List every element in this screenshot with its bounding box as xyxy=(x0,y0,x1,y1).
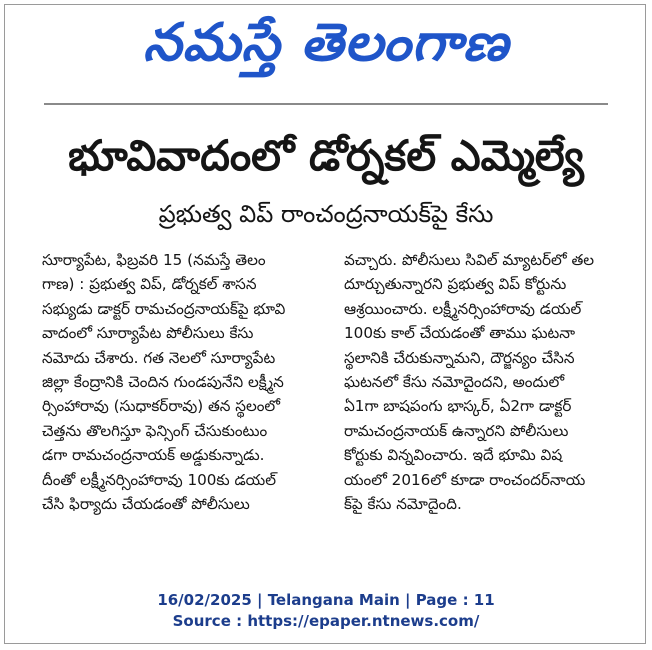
newspaper-masthead: నమస్తే తెలంగాణ xyxy=(142,13,510,73)
article-line: జిల్లా కేంద్రానికి చెందిన గుండపునేని లక్ష్మీన xyxy=(42,372,284,391)
article-headline: భూవివాదంలో డోర్నకల్ ఎమ్మెల్యే xyxy=(68,131,584,180)
article-line: ఘటనలో కేసు నమోదైందని, అందులో xyxy=(344,372,565,391)
article-line: క్‌పై కేసు నమోదైంది. xyxy=(344,494,462,513)
publication-info: 16/02/2025 | Telangana Main | Page : 11 xyxy=(157,591,495,609)
article-line: కోర్టుకు విన్నవించారు. ఇదే భూమి విష xyxy=(344,446,563,465)
article-line: యంలో 2016లో కూడా రాంచందర్‌నాయ xyxy=(344,470,586,489)
article-line: రామచంద్రనాయక్ ఉన్నారని పోలీసులు xyxy=(344,421,569,440)
article-line: డగా రామచంద్రనాయక్ అడ్డుకున్నాడు. xyxy=(42,446,265,465)
article-line: ఆశ్రయించారు. లక్ష్మీనర్సింహారావు డయల్ xyxy=(344,299,582,318)
article-line: గాణ) : ప్రభుత్వ విప్, డోర్నకల్ శాసన xyxy=(42,275,257,294)
article-line: నమోదు చేశారు. గత నెలలో సూర్యాపేట xyxy=(42,348,276,367)
article-line: ఏ1గా బాషపంగు భాస్కర్, ఏ2గా డాక్టర్ xyxy=(344,397,572,416)
article-line: వచ్చారు. పోలీసులు సివిల్ మ్యాటర్‌లో తల xyxy=(344,251,595,269)
article-line: ర్సింహారావు (సుధాకర్‌రావు) తన స్థలంలో xyxy=(42,397,281,416)
article-column-left xyxy=(42,248,312,516)
article-line: చెత్తను తొలగిస్తూ ఫెన్సింగ్ చేసుకుంటుం xyxy=(42,421,268,440)
article-line: సభ్యుడు డాక్టర్ రామచంద్రనాయక్‌పై భూవి xyxy=(42,299,286,318)
article-line: 100కు కాల్ చేయడంతో తాము ఘటనా xyxy=(344,324,576,343)
article-line: సూర్యాపేట, ఫిబ్రవరి 15 (నమస్తే తెలం xyxy=(42,251,266,269)
article-line: దీంతో లక్ష్మీనర్సింహారావు 100కు డయల్ xyxy=(42,470,276,489)
article-column-right xyxy=(344,248,616,516)
masthead-divider xyxy=(44,103,608,105)
article-line: చేసి ఫిర్యాదు చేయడంతో పోలీసులు xyxy=(42,494,250,513)
source-info: Source : https://epaper.ntnews.com/ xyxy=(172,612,480,630)
article-line: దూర్చుతున్నారని ప్రభుత్వ విప్ కోర్టును xyxy=(344,275,567,294)
article-subheadline: ప్రభుత్వ విప్ రాంచంద్రనాయక్‌పై కేసు xyxy=(158,200,494,228)
article-line: వాదంలో సూర్యాపేట పోలీసులు కేసు xyxy=(42,324,254,343)
article-line: స్థలానికి చేరుకున్నామని, దౌర్జన్యం చేసిన xyxy=(344,348,575,367)
